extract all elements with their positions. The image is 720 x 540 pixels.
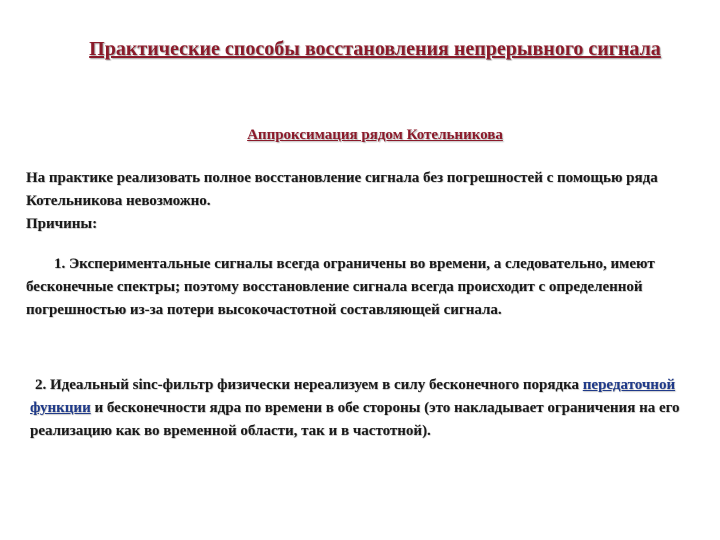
intro-text: На практике реализовать полное восстановление сигнала без погрешностей с помощью ряда Котельникова невозможно. (26, 170, 658, 209)
reason-2-text-after: и бесконечности ядра по времени в обе стороны (это накладывает ограничения на его реализацию как во временной области, так и в частотной). (30, 400, 680, 439)
reason-1-paragraph: 1. Экспериментальные сигналы всегда ограничены во времени, а следовательно, имеют бесконечные спектры; поэтому восстановление сигнала всегда происходит с определенной погрешностью из-за потери высокочастотной составляющей сигнала. (26, 256, 655, 318)
reason-2-text-before: Идеальный sinc-фильтр физически нереализуем в силу бесконечного порядка (50, 377, 580, 393)
reasons-label: Причины: (26, 216, 98, 232)
reason-2-number: 2. (35, 377, 47, 393)
transfer-function-link[interactable]: передаточной функции (30, 377, 676, 416)
slide-title: Практические способы восстановления непрерывного сигнала (89, 38, 661, 60)
intro-paragraph (26, 167, 706, 236)
reason-2-paragraph (30, 374, 700, 443)
section-subtitle: Аппроксимация рядом Котельникова (247, 127, 503, 143)
